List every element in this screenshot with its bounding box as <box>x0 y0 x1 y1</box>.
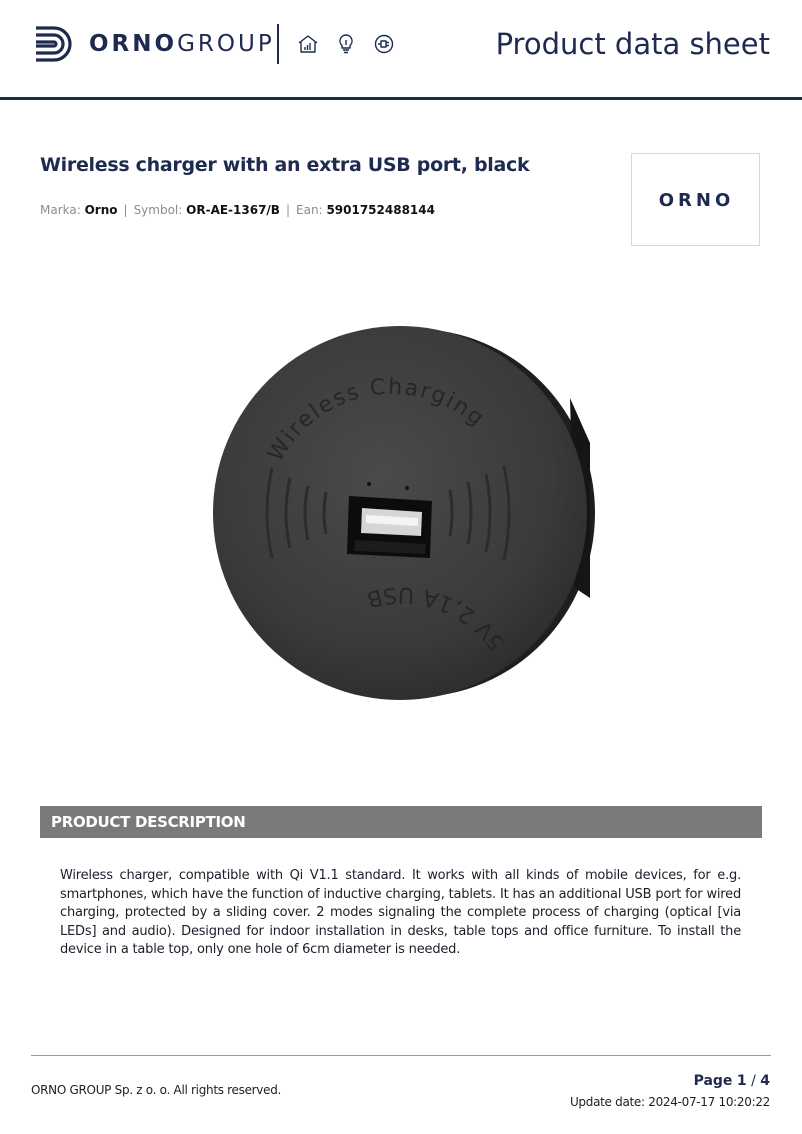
header-rule <box>0 97 802 100</box>
smart-home-icon <box>296 32 320 56</box>
page-total: 4 <box>760 1073 770 1089</box>
company-logo-text <box>89 30 275 58</box>
product-meta: Marka: Orno | Symbol: OR-AE-1367/B | Ean: 5901752488144 <box>40 203 435 217</box>
logo-light-text: GROUP <box>177 31 275 57</box>
brand-logo-box <box>631 153 760 246</box>
document-type-title: Product data sheet <box>495 27 770 61</box>
symbol-value: OR-AE-1367/B <box>186 203 280 217</box>
product-title: Wireless charger with an extra USB port, black <box>40 154 530 176</box>
brand-logo-text: ORNO <box>658 190 735 211</box>
lightbulb-icon <box>334 32 358 56</box>
usb-port-icon <box>347 496 432 558</box>
description-text: Wireless charger, compatible with Qi V1.1 standard. It works with all kinds of mobile devices, for e.g. smartphones, which have the function of inductive charging, tablets. It has an additional USB port for wired charging, protected by a sliding cover. 2 modes signaling the complete process of charging (optical [via LEDs] and audio). Designed for indoor installation in desks, table tops and office furniture. To install the device in a table top, only one hole of 6cm diameter is needed. <box>60 868 741 958</box>
page-label: Page <box>693 1073 733 1089</box>
header-divider <box>277 24 279 64</box>
logo-bold-text: ORNO <box>89 31 178 57</box>
product-image <box>150 268 655 773</box>
orno-logo-icon <box>34 24 76 64</box>
footer-rule <box>31 1055 771 1056</box>
symbol-label: Symbol: <box>133 203 183 217</box>
image-text-bottom: 5V 2,1A USB <box>362 581 510 655</box>
page-header <box>0 0 802 100</box>
brand-label: Marka: <box>40 203 81 217</box>
ean-value: 5901752488144 <box>326 203 435 217</box>
page-number <box>694 1073 770 1089</box>
description-heading: PRODUCT DESCRIPTION <box>51 813 246 831</box>
description-header-bar <box>40 806 762 838</box>
brand-value: Orno <box>84 203 118 217</box>
page-separator: / <box>751 1073 756 1089</box>
copyright-text: ORNO GROUP Sp. z o. o. All rights reserved. <box>31 1083 282 1097</box>
page-current: 1 <box>736 1073 747 1089</box>
update-date: Update date: 2024-07-17 10:20:22 <box>569 1095 770 1109</box>
image-text-top: Wireless Charging <box>263 374 490 466</box>
ean-label: Ean: <box>296 203 323 217</box>
plug-icon <box>372 32 396 56</box>
